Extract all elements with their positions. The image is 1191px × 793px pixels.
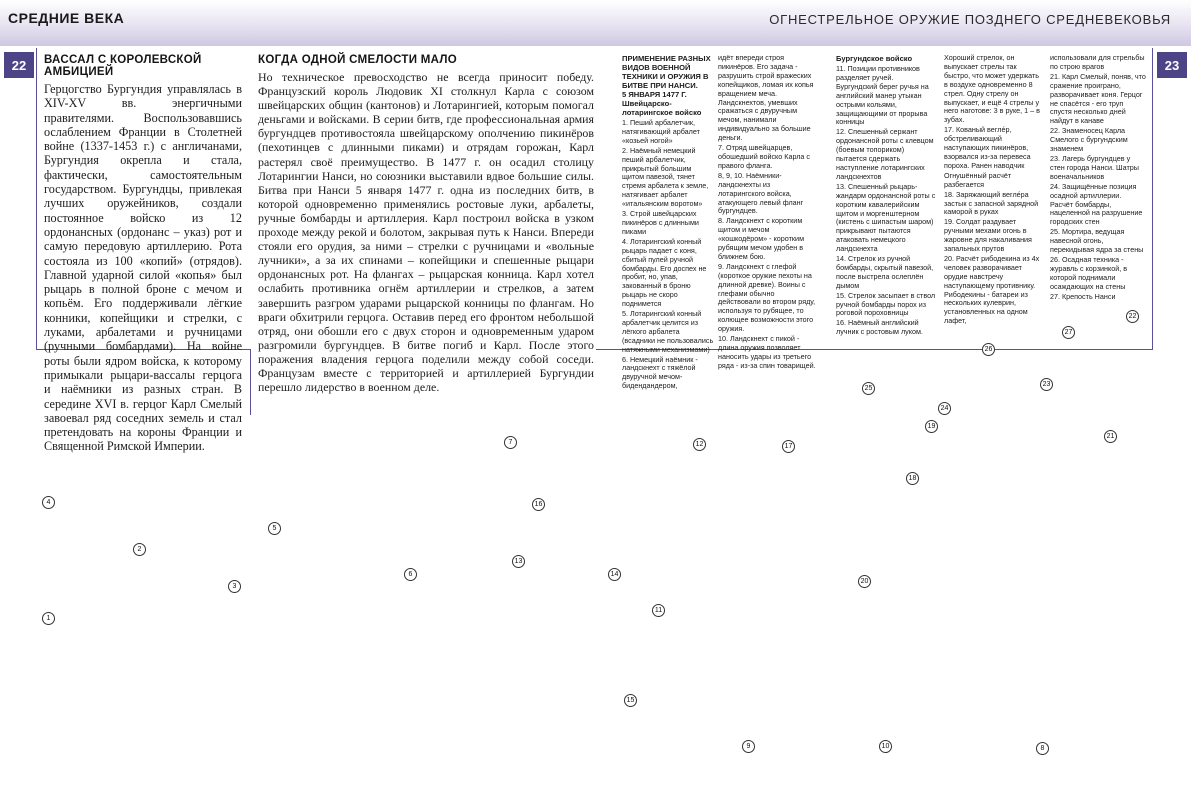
marker-27: 27: [1062, 326, 1075, 339]
marker-13: 13: [512, 555, 525, 568]
marker-25: 25: [862, 382, 875, 395]
marker-8: 8: [1036, 742, 1049, 755]
legend-heading: ПРИМЕНЕНИЕ РАЗНЫХ ВИДОВ ВОЕННОЙ ТЕХНИКИ И ОРУЖИЯ В БИТВЕ ПРИ НАНСИ.: [622, 54, 711, 90]
marker-6: 6: [404, 568, 417, 581]
marker-20: 20: [858, 575, 871, 588]
legend-item: 1. Пеший арбалетчик, натягивающий арбалет «козьей ногой»: [622, 118, 700, 145]
marker-24: 24: [938, 402, 951, 415]
marker-9: 9: [742, 740, 755, 753]
legend-item: 8, 9, 10. Наёмники-ландскнехты из лотарингского войска, атакующего левый фланг бургундцев.: [718, 170, 804, 216]
legend-item: 18. Заряжающий вегле́ра застык с запасной зарядной каморой в руках: [944, 189, 1039, 217]
marker-10: 10: [879, 740, 892, 753]
marker-11: 11: [652, 604, 665, 617]
section-heading: КОГДА ОДНОЙ СМЕЛОСТИ МАЛО: [258, 54, 458, 66]
burgundy-army-heading: Бургундское войско: [836, 54, 913, 63]
section-title-left: СРЕДНИЕ ВЕКА: [8, 10, 125, 26]
legend-column-e: [1050, 54, 1146, 354]
legend-item: 3. Строй швейцарских пикинёров с длинными пиками: [622, 209, 699, 236]
marker-15: 15: [624, 694, 637, 707]
legend-item: 11. Позиции противников разделяет ручей. Бургундский берег ручья на английский манер утыкан острыми кольями, защищающими от прорыва конницы: [836, 64, 929, 127]
marker-22: 22: [1126, 310, 1139, 323]
legend-item: 16. Наёмный английский лучник с ростовым луком.: [836, 318, 923, 337]
legend-item: 9. Ландскнехт с глефой (короткое оружие пехоты на длинной древке). Воины с глефами обычно действовали во втором ряду, используя то рубящее, то колющее возможности этого оружия.: [718, 261, 816, 334]
legend-item: использовали для стрельбы по строю врагов: [1050, 53, 1145, 71]
legend-item: 10. Ландскнехт с пикой - длина оружия позволяет наносить удары из третьего ряда - из-за спин товарищей.: [718, 334, 816, 370]
swiss-army-heading: Швейцарско-лотарингское войско: [622, 99, 702, 117]
legend-item: идёт впереди строя пикинёров. Его задача - разрушить строй вражеских копейщиков, ломая их копья вращением меча. Ландскнехтов, умевших сражаться с двуручным мечом, нанимали индивидуально за большие деньги.: [718, 53, 814, 143]
legend-item: 17. Кованый вегле́р, обстреливающий наступающих пикинёров, взорвался из-за перевеса пороха. Ранен наводчик: [944, 125, 1031, 170]
legend-column-c: [836, 54, 936, 354]
legend-item: 8. Ландскнехт с коротким щитом и мечом «кошкодёром» - коротким рубящим мечом удобен в ближнем бою.: [718, 216, 805, 261]
legend-item: 27. Крепость Нанси: [1050, 291, 1116, 301]
marker-17: 17: [782, 440, 795, 453]
legend-item: 23. Лагерь бургундцев у стен города Нанси. Шатры военачальников: [1050, 153, 1139, 181]
marker-26: 26: [982, 343, 995, 356]
legend-item: 19. Солдат раздувает ручными мехами огонь в жаровне для накаливания запальных прутов: [944, 217, 1032, 254]
legend-item: 4. Лотарингский конный рыцарь падает с коня, сбитый пулей ручной бомбарды. Его доспех не пробит, но, упав, закованный в броню рыцарь не скоро поднимется: [622, 236, 707, 309]
marker-12: 12: [693, 438, 706, 451]
marker-2: 2: [133, 543, 146, 556]
legend-item: 7. Отряд швейцарцев, обошедший войско Карла с правого фланга.: [718, 143, 810, 170]
section-vassal: [44, 54, 242, 454]
section-body: Но техническое превосходство не всегда приносит победу. Французский король Людовик XI столкнул Карла с союзом швейцарских общин (кантонов) и Лотарингией, которым помогал деньгами и войсками. В серии битв, где профессиональная армия бургундцев противостояла швейцарскому ополчению пикинёров (пехотинцев с длинными пиками) и отрядам горожан, Карл растерял своё преимущество. В 1477 г. он осадил столицу Лотарингии Нанси, но союзники выставили вдвое большие силы. Битва при Нанси 5 января 1477 г. одна из последних битв, в которой одновременно применялись ростовые луки, арбалеты, ручные бомбарды и артиллерия. Карл построил войска в узком проходе между рекой и болотом, закрывая путь к Нанси. Впереди стояли его орудия, за ними – стрелки с ручницами и «вольные лучники», а за их спинами – копейщики и спешенные рыцари ордонансных рот. На флангах – рыцарская конница. Карл хотел ослабить противника огнём артиллерии и стрелков, а затем завершить разгром ударами рыцарской конницы по флангам. Но враги обхитрили герцога. Оставив перед его фронтом небольшой отряд, они обошли его с двух сторон и одновременным ударом разгромили бургундцев. В битве погиб и Карл. После этого поражения владения герцога поделили между собой соседи. Французам вместе с территорией и артиллерией Бургундии перешло лидерство в военном деле.: [258, 70, 594, 395]
legend-item: 14. Стрелок из ручной бомбарды, скрытый павезой, после выстрела ослеплён дымом: [836, 254, 934, 290]
legend-item: Хороший стрелок, он выпускает стрелы так быстро, что может удержать в воздухе одновременно 8 стрел. Одну стрелу он выпускает, и ещё 4 стрелы у него наготове: 3 в руке, 1 – в зубах.: [944, 53, 1040, 125]
marker-19: 19: [925, 420, 938, 433]
marker-14: 14: [608, 568, 621, 581]
page-number-left: 22: [4, 52, 34, 78]
section-courage: [258, 54, 594, 414]
section-heading: ВАССАЛ С КОРОЛЕВСКОЙ АМБИЦИЕЙ: [44, 54, 202, 78]
legend-item: 26. Осадная техника - журавль с корзинкой, в которой поднимали осаждающих на стены: [1050, 254, 1128, 291]
legend-item: 24. Защищённые позиция осадной артиллерии. Расчёт бомбарды, нацеленной на разрушение городских стен: [1050, 181, 1143, 227]
legend-item: 13. Спешенный рыцарь-жандарм ордонансной роты с коротким кавалерийским щитом и моргенштерном (кистень с шипастым шаром) прикрывают пытаются атаковать немецкого ландскнехта: [836, 181, 936, 254]
legend-item: 21. Карл Смелый, поняв, что сражение проиграно, разворачивает коня. Герцог не спасётся - его труп спустя несколько дней найдут в канаве: [1050, 71, 1146, 126]
marker-7: 7: [504, 436, 517, 449]
marker-3: 3: [228, 580, 241, 593]
marker-18: 18: [906, 472, 919, 485]
legend-column-d: [944, 54, 1042, 354]
marker-5: 5: [268, 522, 281, 535]
legend-item: 12. Спешенный сержант ордонансной роты с клевцом (боевым топориком) пытается сдержать наступление лотарингских ландскнехтов: [836, 127, 934, 181]
marker-16: 16: [532, 498, 545, 511]
legend-item: 6. Немецкий наёмник - ландскнехт с тяжёлой двуручной мечом-бидендандером,: [622, 354, 698, 391]
marker-1: 1: [42, 612, 55, 625]
legend-column-a: [622, 54, 714, 391]
marker-21: 21: [1104, 430, 1117, 443]
legend-item: 25. Мортира, ведущая навесной огонь, перекидывая ядра за стены: [1050, 227, 1144, 255]
page-header: [0, 0, 1191, 46]
legend-item: 5. Лотарингский конный арбалетчик целится из лёгкого арбалета (всадники не пользовались натяжными механизмами): [622, 309, 714, 354]
section-body: Герцогство Бургундия управлялась в XIV-XV вв. энергичными правителями. Воспользовавшись ослаблением Франции в Столетней войне (1337-1453 г.) с англичанами, Бургундия окрепла и стала, фактически, самостоятельным государством. Бургундцы, привлекая лучших оружейников, создали постоянное войско из 12 ордонансных (ордонанс – указ) рот и самую передовую артиллерию. Рота состояла из 100 «копий» (отрядов). Главной ударной силой «копья» был рыцарь в полной броне с мечом и копьём. Его поддерживали лёгкие конники, копейщики и стрелки, с луками, арбалетами и ручницами (ручными бомбардами). На войне роты были ядром войска, к которому примыкали рыцари-вассалы герцога и наёмники из разных стран. В середине XVI в. герцог Карл Смелый завоевал ряд соседних земель и стал претендовать на короны Франции и Священной Римской Империи.: [44, 82, 242, 454]
legend-item: 20. Расчёт рибодекина из 4х человек разворачивает орудие навстречу наступающему противнику. Рибодекины - батареи из нескольких кулеврин, установленных на одном лафет,: [944, 253, 1040, 326]
legend-column-b: [718, 53, 818, 370]
marker-4: 4: [42, 496, 55, 509]
page-number-right: 23: [1157, 52, 1187, 78]
legend-item: 22. Знаменосец Карла Смелого с бургундским знаменем: [1050, 126, 1128, 154]
legend-item: 15. Стрелок засыпает в ствол ручной бомбарды порох из роговой пороховницы: [836, 290, 936, 318]
legend-date: 5 ЯНВАРЯ 1477 Г.: [622, 90, 687, 99]
legend-item: 2. Наёмный немецкий пеший арбалетчик, прикрытый большим щитом павезой, тянет стремя арбалета к земле, натягивает арбалет «итальянским воротом»: [622, 145, 709, 209]
section-title-right: ОГНЕСТРЕЛЬНОЕ ОРУЖИЕ ПОЗДНЕГО СРЕДНЕВЕКОВЬЯ: [769, 12, 1171, 27]
marker-23: 23: [1040, 378, 1053, 391]
legend-item: Огнушённый расчёт разбегается: [944, 170, 1012, 189]
